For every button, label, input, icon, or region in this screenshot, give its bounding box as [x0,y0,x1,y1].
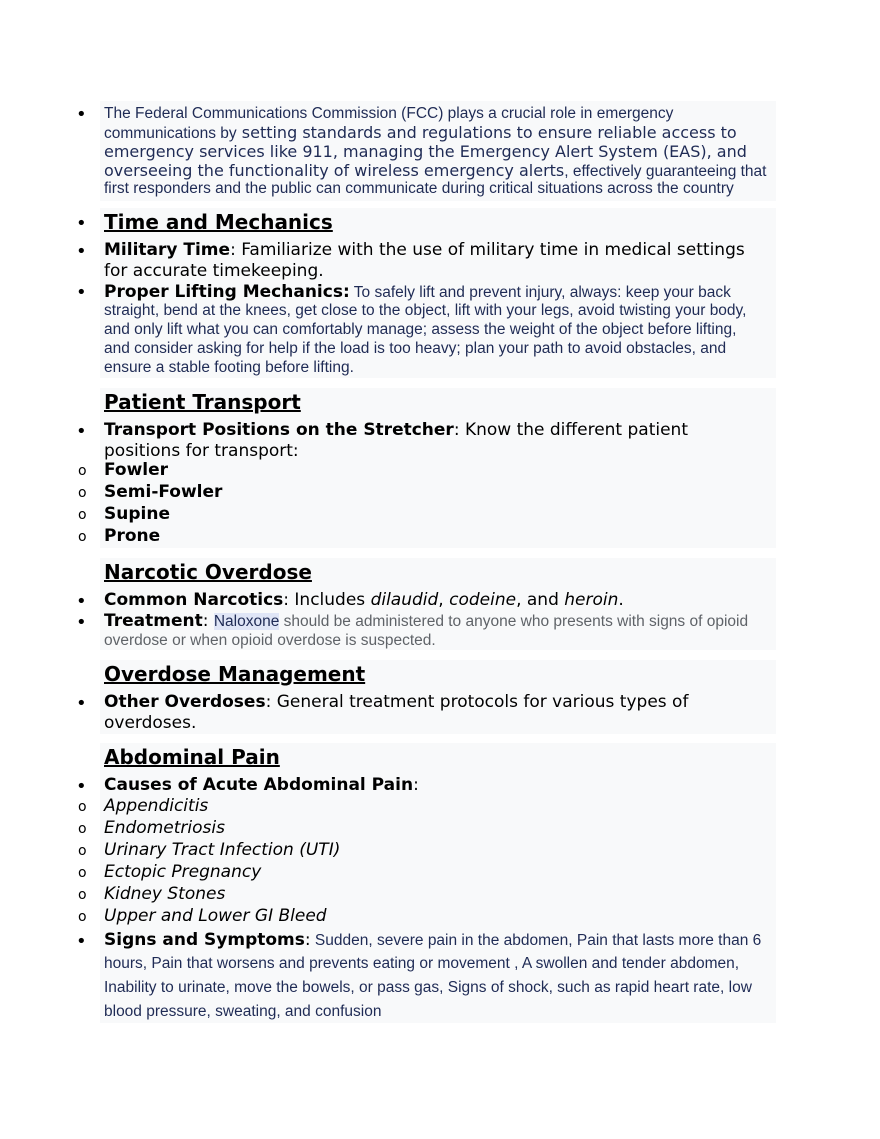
signs-colon: : [304,930,311,950]
circle-bullet: o [78,529,87,545]
causes-line [104,775,419,795]
military-time-line-2: for accurate timekeeping. [104,261,324,281]
cause-uti: Urinary Tract Infection (UTI) [104,840,341,860]
treatment-text-1: should be administered to anyone who presents with signs of opioid [279,613,749,630]
other-overdoses-text: : General treatment protocols for various types of [265,692,689,712]
common-narcotics-line [104,590,624,610]
bullet-dot: • [76,693,87,714]
circle-bullet: o [78,843,87,859]
fcc-line-3: emergency services like 911, managing the Emergency Alert System (EAS), and [104,142,747,161]
heading-narcotic-overdose: Narcotic Overdose [104,560,312,584]
treatment-label: Treatment [104,611,203,631]
military-time-line-1 [104,240,745,260]
signs-label: Signs and Symptoms [104,930,305,950]
fcc-line-5: first responders and the public can communicate during critical situations across the country [104,180,734,197]
fcc-line-4a: overseeing the functionality of wireless emergency alerts [104,161,565,180]
circle-bullet: o [78,821,87,837]
other-overdoses-line-1 [104,692,688,712]
heading-patient-transport: Patient Transport [104,390,301,414]
signs-line-2: hours, Pain that worsens and prevents eating or movement , A swollen and tender abdomen, [104,955,740,972]
common-narcotics-pre: : Includes [283,590,371,610]
bullet-dot: • [76,241,87,262]
treatment-line-2: overdose or when opioid overdose is suspected. [104,632,436,649]
position-fowler: Fowler [104,460,169,480]
lifting-line-1 [104,282,731,302]
cause-gi-bleed: Upper and Lower GI Bleed [104,906,327,926]
drug-codeine: codeine [449,590,517,610]
causes-label: Causes of Acute Abdominal Pain [104,775,414,795]
fcc-line-4 [104,161,766,181]
military-time-text: : Familiarize with the use of military time in medical settings [230,240,745,260]
naloxone-highlight: Naloxone [213,613,280,630]
transport-line-2: positions for transport: [104,441,299,461]
military-time-label: Military Time [104,240,231,260]
lifting-line-3: and only lift what you can comfortably manage; assess the weight of the object before lifting, [104,321,737,338]
bullet-dot: • [76,282,87,303]
sentence-end: . [618,590,624,610]
drug-dilaudid: dilaudid [370,590,439,610]
cause-endometriosis: Endometriosis [104,818,225,838]
signs-text-1: Sudden, severe pain in the abdomen, Pain that lasts more than 6 [310,932,762,949]
bullet-dot: • [76,421,87,442]
lifting-text-1: To safely lift and prevent injury, always: keep your back [349,284,731,301]
heading-overdose-management: Overdose Management [104,662,366,686]
bullet-dot: • [76,591,87,612]
fcc-line-4b: , effectively guaranteeing that [564,163,767,180]
transport-label: Transport Positions on the Stretcher [104,420,454,440]
position-supine: Supine [104,504,170,524]
fcc-line-2a: communications by [104,125,237,142]
treatment-line-1 [104,611,748,631]
fcc-line-1: The Federal Communications Commission (FCC) plays a crucial role in emergency [104,105,674,122]
transport-line-1 [104,420,688,440]
position-semi-fowler: Semi-Fowler [104,482,223,502]
heading-time-mechanics: Time and Mechanics [104,210,333,234]
lifting-line-5: ensure a stable footing before lifting. [104,359,354,376]
circle-bullet: o [78,909,87,925]
signs-line-4: blood pressure, sweating, and confusion [104,1003,382,1020]
cause-ectopic-pregnancy: Ectopic Pregnancy [104,862,262,882]
treatment-colon: : [202,611,214,631]
causes-colon: : [413,775,419,795]
fcc-line-2 [104,123,737,143]
lifting-line-4: and consider asking for help if the load is too heavy; plan your path to avoid obstacles, and [104,340,727,357]
bullet-dot: • [76,612,87,633]
fcc-line-2b: setting standards and regulations to ensure reliable access to [236,123,737,142]
other-overdoses-line-2: overdoses. [104,713,197,733]
circle-bullet: o [78,865,87,881]
bullet-dot: • [76,104,87,125]
other-overdoses-label: Other Overdoses [104,692,266,712]
bullet-dot: • [76,776,87,797]
heading-abdominal-pain: Abdominal Pain [104,745,280,769]
position-prone: Prone [104,526,161,546]
lifting-line-2: straight, bend at the knees, get close to the object, lift with your legs, avoid twisting your body, [104,302,747,319]
cause-kidney-stones: Kidney Stones [104,884,226,904]
signs-line-1 [104,930,761,950]
circle-bullet: o [78,463,87,479]
lifting-label: Proper Lifting Mechanics: [104,282,350,302]
sep-2: , and [516,590,565,610]
cause-appendicitis: Appendicitis [104,796,209,816]
bullet-dot: • [76,213,87,234]
transport-text-1: : Know the different patient [453,420,688,440]
common-narcotics-label: Common Narcotics [104,590,284,610]
sep-1: , [438,590,450,610]
signs-line-3: Inability to urinate, move the bowels, or pass gas, Signs of shock, such as rapid heart rate, low [104,979,752,996]
bullet-dot: • [76,931,87,952]
circle-bullet: o [78,799,87,815]
circle-bullet: o [78,485,87,501]
circle-bullet: o [78,887,87,903]
drug-heroin: heroin [564,590,619,610]
circle-bullet: o [78,507,87,523]
